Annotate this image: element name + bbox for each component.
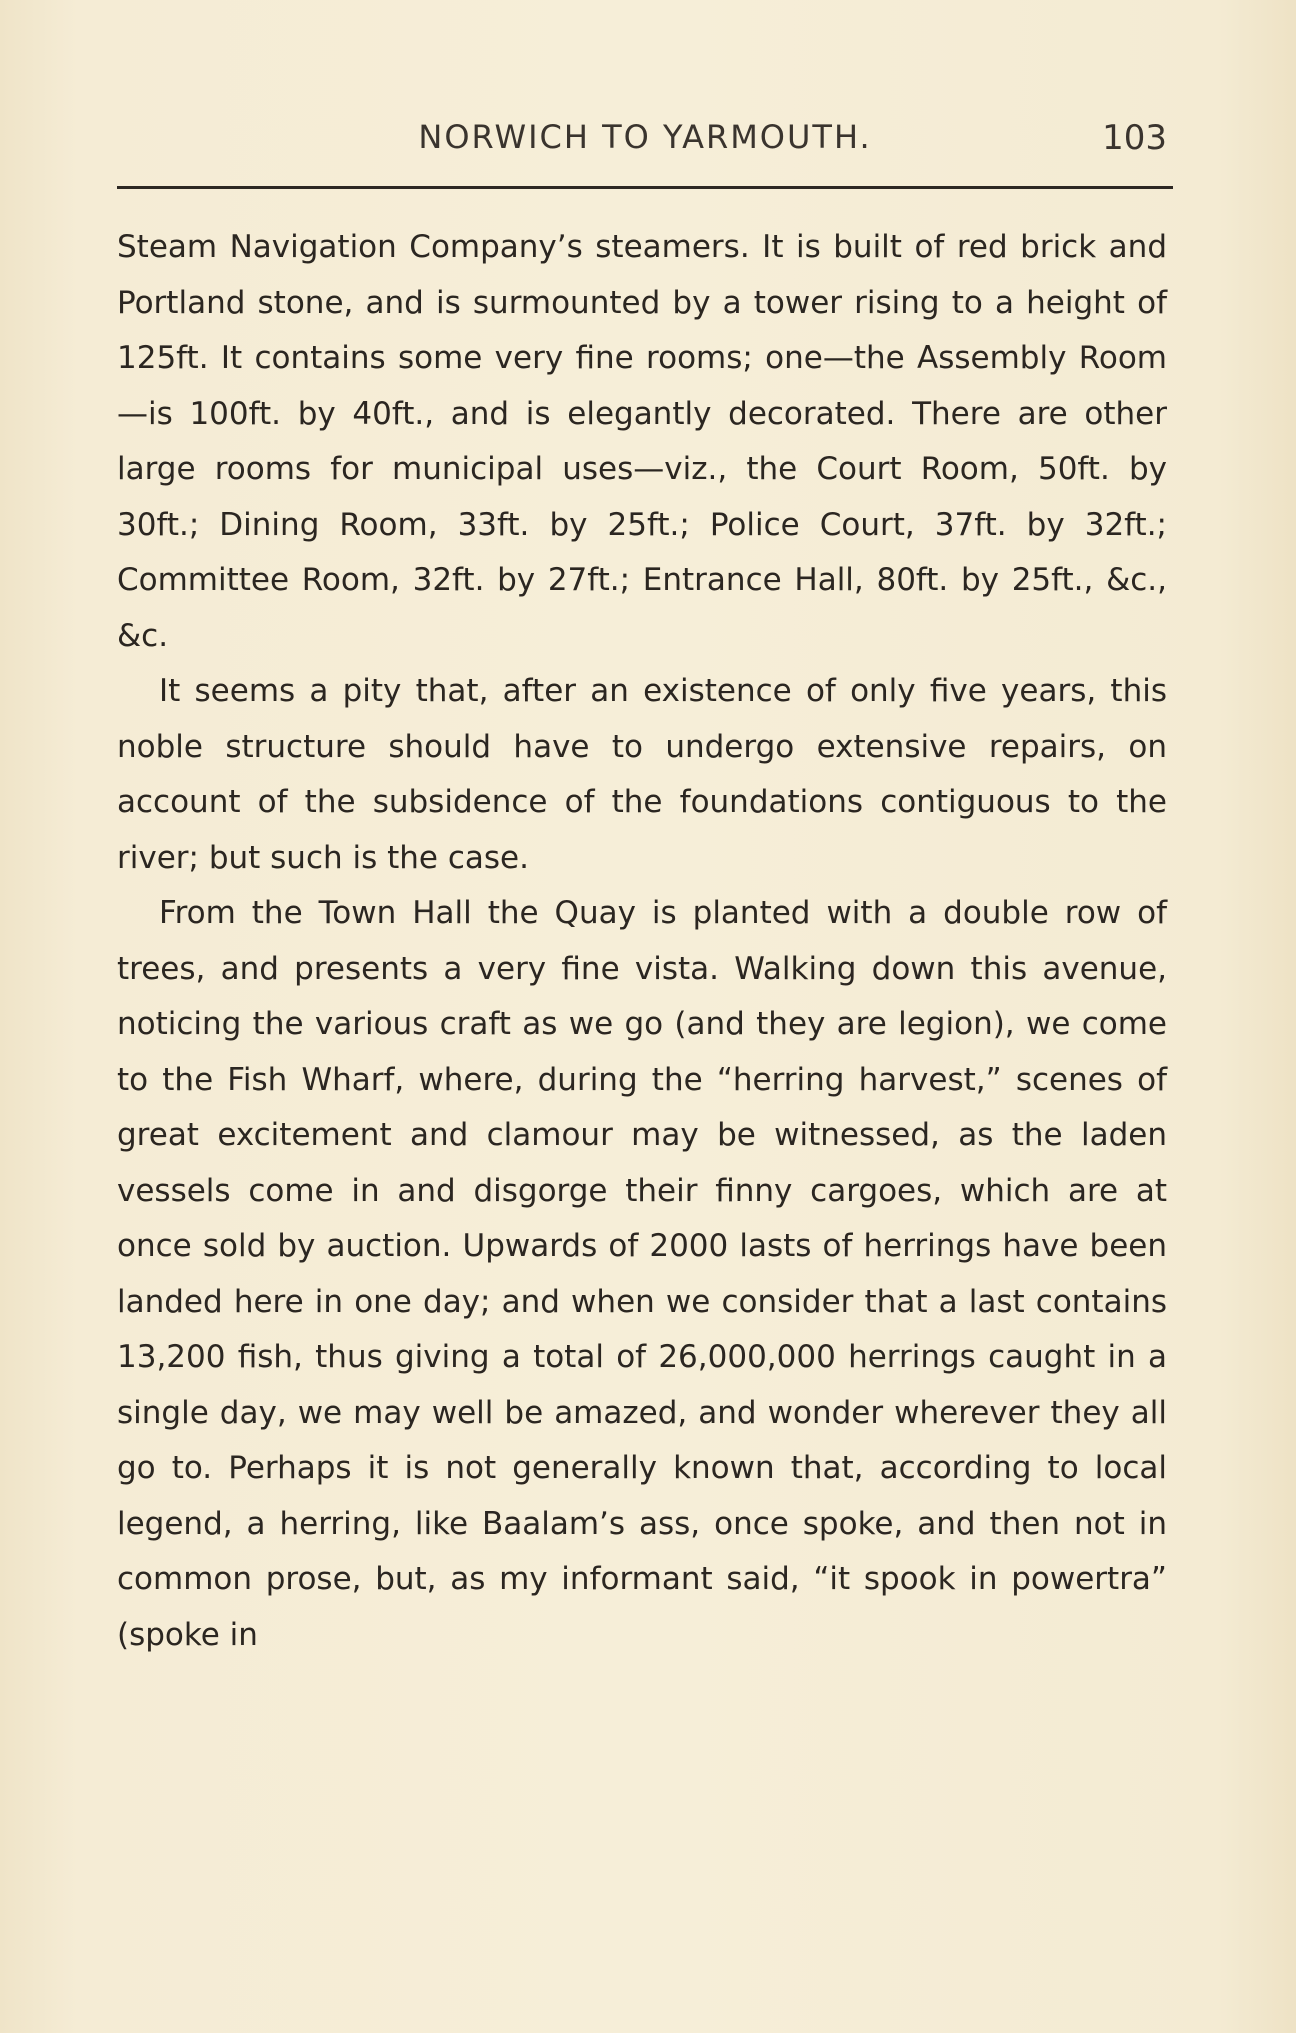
- paragraph-continuation: Steam Navigation Company’s steamers. It is built of red brick and Portland stone, and is surmounted by a tower rising to a height of 125ft. It contains some very fine rooms; one—the Assembly Room—is 100ft. by 40ft., and is elegantly decorated. There are other large rooms for municipal uses—viz., the Court Room, 50ft. by 30ft.; Dining Room, 33ft. by 25ft.; Police Court, 37ft. by 32ft.; Committee Room, 32ft. by 27ft.; Entrance Hall, 80ft. by 25ft., &c., &c.: [117, 229, 1167, 654]
- page-header: [115, 118, 1175, 168]
- paragraph-quay-fish-wharf: From the Town Hall the Quay is planted with a double row of trees, and presents a very fine vista. Walking down this avenue, noticing the various craft as we go (and they are legion), we come to the Fish Wharf, where, during the “herring harvest,” scenes of great excitement and clamour may be witnessed, as the laden vessels come in and disgorge their finny cargoes, which are at once sold by auction. Upwards of 2000 lasts of herrings have been landed here in one day; and when we consider that a last contains 13,200 fish, thus giving a total of 26,000,000 herrings caught in a single day, we may well be amazed, and wonder wherever they all go to. Perhaps it is not generally known that, according to local legend, a herring, like Baalam’s ass, once spoke, and then not in common prose, but, as my informant said, “it spook in powertra” (spoke in: [117, 895, 1167, 1653]
- page-number: 103: [1102, 118, 1167, 158]
- body-text: [117, 220, 1167, 1663]
- paragraph-town-hall-repairs: It seems a pity that, after an existence of only five years, this noble structure should have to undergo extensive repairs, on account of the subsidence of the foundations contiguous to the river; but such is the case.: [117, 673, 1167, 876]
- running-head: NORWICH TO YARMOUTH.: [418, 118, 872, 156]
- header-rule: [117, 186, 1173, 189]
